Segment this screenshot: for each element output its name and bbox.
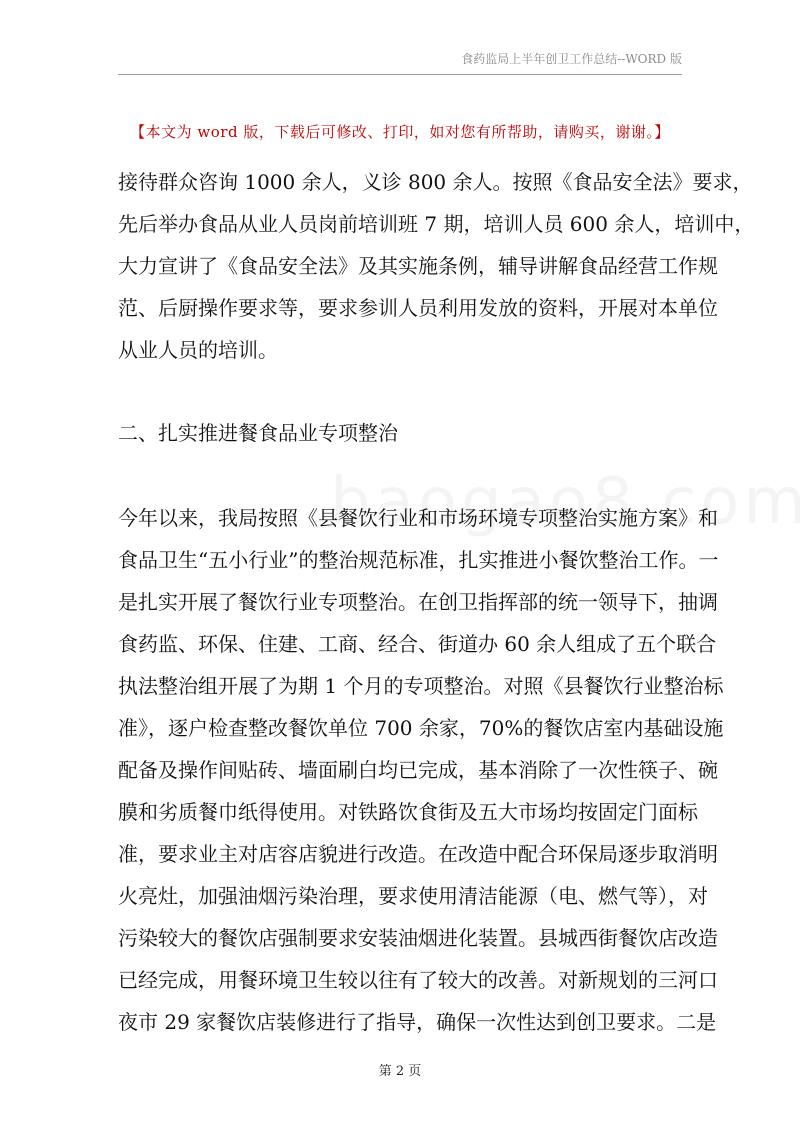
paragraph1-line: 先后举办食品从业人员岗前培训班 7 期，培训人员 600 余人，培训中， <box>118 212 755 236</box>
paragraph2-line: 执法整治组开展了为期 1 个月的专项整治。对照《县餐饮行业整治标 <box>118 674 724 698</box>
paragraph2-line: 准》，逐户检查整改餐饮单位 700 余家，70%的餐饮店室内基础设施 <box>118 716 724 740</box>
paragraph2-line: 已经完成，用餐环境卫生较以往有了较大的改善。对新规划的三河口 <box>118 968 718 992</box>
header-title: 食药监局上半年创卫工作总结--WORD 版 <box>461 52 682 66</box>
paragraph1-line: 接待群众咨询 1000 余人，义诊 800 余人。按照《食品安全法》要求， <box>118 170 753 194</box>
paragraph2-line: 今年以来，我局按照《县餐饮行业和市场环境专项整治实施方案》和 <box>118 506 718 530</box>
paragraph1-line: 范、后厨操作要求等，要求参训人员利用发放的资料，开展对本单位 <box>118 296 718 320</box>
page-number: 第 2 页 <box>378 1064 422 1079</box>
page-footer <box>0 1060 800 1079</box>
paragraph2-line: 准，要求业主对店容店貌进行改造。在改造中配合环保局逐步取消明 <box>118 842 718 866</box>
page-header <box>118 50 682 75</box>
paragraph2-line: 是扎实开展了餐饮行业专项整治。在创卫指挥部的统一领导下，抽调 <box>118 590 718 614</box>
paragraph2-line: 污染较大的餐饮店强制要求安装油烟进化装置。县城西街餐饮店改造 <box>118 926 718 950</box>
paragraph2-line: 配备及操作间贴砖、墙面刷白均已完成，基本消除了一次性筷子、碗 <box>118 758 718 782</box>
paragraph2-line: 膜和劣质餐巾纸得使用。对铁路饮食街及五大市场均按固定门面标 <box>118 800 698 824</box>
paragraph2-line: 食品卫生“五小行业”的整治规范标准，扎实推进小餐饮整治工作。一 <box>118 548 719 572</box>
paragraph2-line: 夜市 29 家餐饮店装修进行了指导，确保一次性达到创卫要求。二是 <box>118 1010 717 1034</box>
paragraph1-line: 从业人员的培训。 <box>118 338 278 362</box>
paragraph2-line: 食药监、环保、住建、工商、经合、街道办 60 余人组成了五个联合 <box>118 632 717 656</box>
section-heading: 二、扎实推进餐食品业专项整治 <box>118 421 398 445</box>
paragraph2-line: 火亮灶，加强油烟污染治理，要求使用清洁能源（电、燃气等），对 <box>118 884 708 908</box>
download-notice: 【本文为 word 版，下载后可修改、打印，如对您有所帮助，请购买，谢谢。】 <box>130 123 670 141</box>
paragraph1-line: 大力宣讲了《食品安全法》及其实施条例，辅导讲解食品经营工作规 <box>118 254 718 278</box>
